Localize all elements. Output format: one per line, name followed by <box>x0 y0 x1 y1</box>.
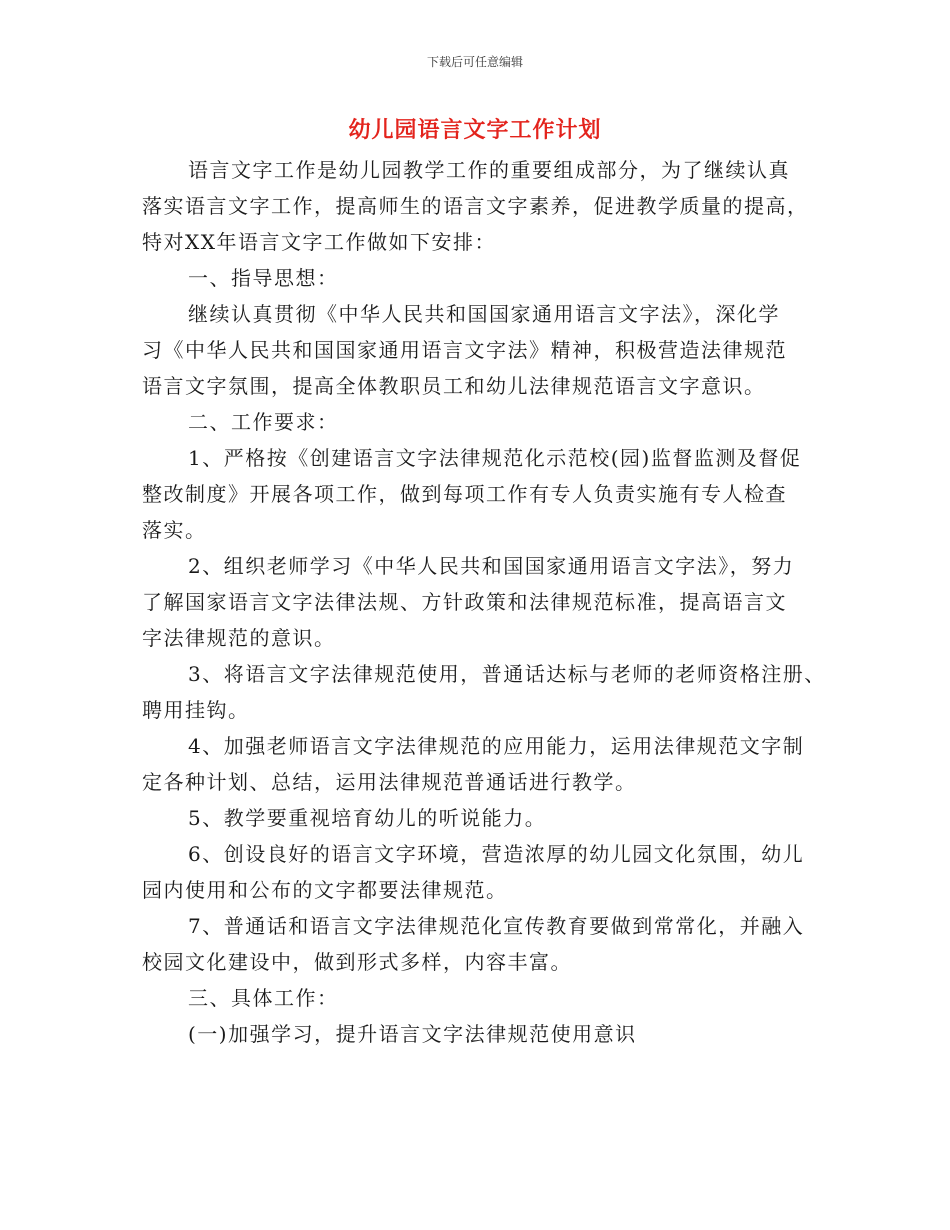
list-item-7 <box>142 908 822 980</box>
subsection-heading-1 <box>142 1016 822 1052</box>
text-line: 语言文字工作是幼儿园教学工作的重要组成部分，为了继续认真 <box>188 158 790 182</box>
text-line: 了解国家语言文字法律法规、方针政策和法律规范标准，提高语言文 <box>142 590 787 614</box>
text-line: 1、严格按《创建语言文字法律规范化示范校(园)监督监测及督促 <box>188 446 802 470</box>
text-line: 落实。 <box>142 518 207 542</box>
text-line: 字法律规范的意识。 <box>142 626 336 650</box>
text-line: 语言文字氛围，提高全体教职员工和幼儿法律规范语言文字意识。 <box>142 374 766 398</box>
text-line: 聘用挂钩。 <box>142 698 250 722</box>
text-line: 6、创设良好的语言文字环境，营造浓厚的幼儿园文化氛围，幼儿 <box>188 842 805 866</box>
section-heading-2 <box>142 404 822 440</box>
text-line: 3、将语言文字法律规范使用，普通话达标与老师的老师资格注册、 <box>188 662 826 686</box>
header-note: 下载后可任意编辑 <box>426 55 523 69</box>
text-line: (一)加强学习，提升语言文字法律规范使用意识 <box>188 1022 637 1046</box>
list-item-6 <box>142 836 822 908</box>
text-line: 继续认真贯彻《中华人民共和国国家通用语言文字法》，深化学 <box>188 302 780 326</box>
list-item-5 <box>142 800 822 836</box>
text-line: 整改制度》开展各项工作，做到每项工作有专人负责实施有专人检查 <box>142 482 787 506</box>
document-title: 幼儿园语言文字工作计划 <box>348 118 602 143</box>
text-line: 特对XX年语言文字工作做如下安排： <box>142 230 496 254</box>
list-item-4 <box>142 728 822 800</box>
text-line: 2、组织老师学习《中华人民共和国国家通用语言文字法》，努力 <box>188 554 795 578</box>
section-heading-1 <box>142 260 822 296</box>
text-line: 5、教学要重视培育幼儿的听说能力。 <box>188 806 547 830</box>
text-line: 习《中华人民共和国国家通用语言文字法》精神，积极营造法律规范 <box>142 338 787 362</box>
list-item-1 <box>142 440 822 548</box>
document-body <box>142 152 826 1052</box>
paragraph-guiding-thought <box>142 296 822 404</box>
paragraph-intro <box>142 152 822 260</box>
text-line: 4、加强老师语言文字法律规范的应用能力，运用法律规范文字制 <box>188 734 805 758</box>
text-line: 一、指导思想： <box>188 266 339 290</box>
text-line: 园内使用和公布的文字都要法律规范。 <box>142 878 508 902</box>
section-heading-3 <box>142 980 822 1016</box>
list-item-3 <box>142 656 826 728</box>
text-line: 定各种计划、总结，运用法律规范普通话进行教学。 <box>142 770 637 794</box>
text-line: 7、普通话和语言文字法律规范化宣传教育要做到常常化，并融入 <box>188 914 805 938</box>
list-item-2 <box>142 548 822 656</box>
text-line: 二、工作要求： <box>188 410 339 434</box>
text-line: 落实语言文字工作，提高师生的语言文字素养，促进教学质量的提高， <box>142 194 809 218</box>
text-line: 校园文化建设中，做到形式多样，内容丰富。 <box>142 950 572 974</box>
text-line: 三、具体工作： <box>188 986 339 1010</box>
